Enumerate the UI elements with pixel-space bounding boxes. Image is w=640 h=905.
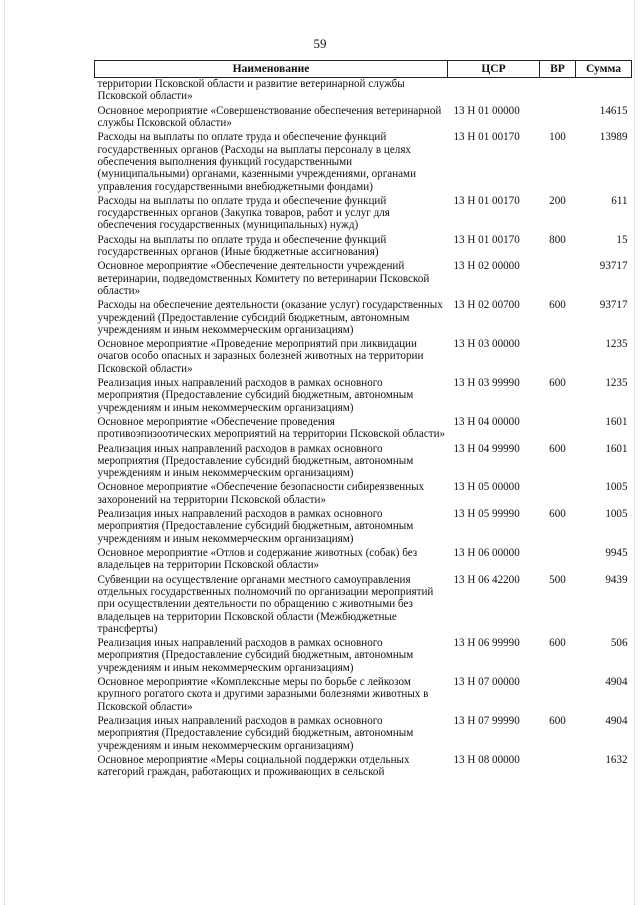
row-csr-cell: 13 Н 08 00000	[453, 753, 520, 766]
row-csr-cell: 13 Н 02 00000	[453, 260, 520, 273]
row-name-cell: Основное мероприятие «Комплексные меры по борьбе с лейкозом крупного рогатого скота и другими заразными болезнями животных в Псковской области»	[97, 676, 429, 713]
table-row	[95, 676, 632, 715]
row-sum-cell	[576, 78, 632, 105]
row-vr-cell: 500	[549, 573, 566, 586]
row-vr-cell	[540, 338, 576, 377]
row-vr-cell: 600	[549, 714, 566, 727]
header-csr: ЦСР	[448, 61, 540, 78]
row-sum-cell: 1632	[605, 753, 628, 766]
row-sum-cell: 93717	[599, 299, 628, 312]
row-name-cell: Основное мероприятие «Обеспечение безопасности сибиреязвенных захоронений на территории Псковской области»	[97, 481, 425, 506]
row-vr-cell: 600	[549, 442, 566, 455]
row-csr-cell: 13 Н 07 99990	[453, 714, 520, 727]
header-vr: ВР	[540, 61, 576, 78]
row-vr-cell: 800	[549, 233, 566, 246]
row-csr-cell: 13 Н 07 00000	[453, 676, 520, 689]
row-csr-cell: 13 Н 03 99990	[453, 377, 520, 390]
row-vr-cell	[540, 547, 576, 574]
table-row	[95, 481, 632, 508]
page-right-edge	[634, 0, 635, 905]
row-name-cell: Расходы на обеспечение деятельности (оказание услуг) государственных учреждений (Предоставление субсидий бюджетным, автономным учреждениям и иным некоммерческим организациям)	[97, 299, 443, 336]
row-sum-cell: 1601	[605, 415, 628, 428]
row-vr-cell	[540, 481, 576, 508]
row-csr-cell: 13 Н 06 42200	[453, 573, 520, 586]
budget-table-container	[94, 60, 631, 780]
table-row	[95, 715, 632, 754]
row-name-cell: Реализация иных направлений расходов в рамках основного мероприятия (Предоставление субсидий бюджетным, автономным учреждениям и иным некоммерческим организациям)	[97, 377, 414, 414]
row-csr-cell: 13 Н 04 99990	[453, 442, 520, 455]
row-csr-cell	[448, 78, 540, 105]
row-vr-cell	[540, 78, 576, 105]
row-csr-cell: 13 Н 05 99990	[453, 508, 520, 521]
row-name-cell: Субвенции на осуществление органами местного самоуправления отдельных государственных полномочий по организации мероприятий при осуществлении деятельности по обращению с животными без владельцев на территории Псковской области (Межбюджетные трансферты)	[97, 573, 434, 635]
table-row	[95, 195, 632, 234]
row-sum-cell: 1601	[605, 442, 628, 455]
row-vr-cell: 200	[549, 194, 566, 207]
table-row	[95, 131, 632, 195]
row-sum-cell: 14615	[599, 104, 628, 117]
row-vr-cell: 600	[549, 299, 566, 312]
row-sum-cell: 4904	[605, 676, 628, 689]
table-row	[95, 547, 632, 574]
row-sum-cell: 1005	[605, 508, 628, 521]
header-sum: Сумма	[576, 61, 632, 78]
row-csr-cell: 13 Н 05 00000	[453, 481, 520, 494]
row-name-cell: Основное мероприятие «Обеспечение деятельности учреждений ветеринарии, подведомственных Комитету по ветеринарии Псковской области»	[97, 260, 430, 297]
row-sum-cell: 13989	[599, 131, 628, 144]
row-vr-cell: 600	[549, 508, 566, 521]
row-csr-cell: 13 Н 06 99990	[453, 637, 520, 650]
table-row	[95, 443, 632, 482]
row-sum-cell: 611	[611, 194, 628, 207]
page-left-edge	[4, 0, 5, 905]
row-csr-cell: 13 Н 02 00700	[453, 299, 520, 312]
row-vr-cell: 600	[549, 377, 566, 390]
row-name-cell: Реализация иных направлений расходов в рамках основного мероприятия (Предоставление субсидий бюджетным, автономным учреждениям и иным некоммерческим организациям)	[97, 714, 414, 752]
row-csr-cell: 13 Н 04 00000	[453, 415, 520, 428]
row-csr-cell: 13 Н 01 00170	[453, 131, 520, 144]
row-sum-cell: 1005	[605, 481, 628, 494]
row-sum-cell: 9945	[605, 546, 628, 559]
row-name-cell: Расходы на выплаты по оплате труда и обеспечение функций государственных органов (Закупка товаров, работ и услуг для обеспечения государственных (муниципальных) нужд)	[97, 194, 390, 232]
row-name-cell: Расходы на выплаты по оплате труда и обеспечение функций государственных органов (Иные бюджетные ассигнования)	[97, 233, 387, 259]
table-row	[95, 377, 632, 416]
row-sum-cell: 1235	[605, 338, 628, 351]
budget-table	[94, 60, 632, 780]
row-sum-cell: 15	[616, 233, 628, 246]
row-vr-cell	[540, 105, 576, 132]
row-csr-cell: 13 Н 01 00170	[453, 233, 520, 246]
table-row	[95, 754, 632, 781]
header-name: Наименование	[95, 61, 448, 78]
row-name-cell: Основное мероприятие «Проведение мероприятий при ликвидации очагов особо опасных и заразных болезней животных на территории Псковской области»	[97, 338, 424, 375]
table-row	[95, 338, 632, 377]
row-sum-cell: 9439	[605, 573, 628, 586]
row-name-cell: Реализация иных направлений расходов в рамках основного мероприятия (Предоставление субсидий бюджетным, автономным учреждениям и иным некоммерческим организациям)	[97, 637, 414, 674]
row-name-cell: Расходы на выплаты по оплате труда и обеспечение функций государственных органов (Расходы на выплаты персоналу в целях обеспечения выполнения функций государственными (муниципальными) органами, казенными учреждениями, органами управления государственными внебюджетными фондами)	[97, 131, 417, 193]
row-name-cell: Основное мероприятие «Обеспечение проведения противоэпизоотических мероприятий на территории Псковской области»	[97, 415, 446, 441]
row-sum-cell: 93717	[599, 260, 628, 273]
table-header-row	[95, 61, 632, 78]
table-row	[95, 508, 632, 547]
row-name-cell: Основное мероприятие «Меры социальной поддержки отдельных категорий граждан, работающих и проживающих в сельской	[97, 753, 410, 779]
table-row	[95, 574, 632, 638]
row-name-cell: Реализация иных направлений расходов в рамках основного мероприятия (Предоставление субсидий бюджетным, автономным учреждениям и иным некоммерческим организациям)	[97, 442, 414, 480]
row-sum-cell: 1235	[605, 377, 628, 390]
row-csr-cell: 13 Н 03 00000	[453, 338, 520, 351]
row-csr-cell: 13 Н 06 00000	[453, 546, 520, 559]
row-name-cell: Основное мероприятие «Совершенствование обеспечения ветеринарной службы Псковской области»	[97, 104, 442, 129]
table-row	[95, 78, 632, 105]
row-csr-cell: 13 Н 01 00170	[453, 194, 520, 207]
row-sum-cell: 506	[610, 637, 628, 650]
row-sum-cell: 4904	[605, 714, 628, 727]
row-vr-cell: 600	[549, 637, 566, 650]
table-row	[95, 416, 632, 443]
table-row	[95, 105, 632, 132]
table-row	[95, 299, 632, 338]
table-body	[95, 78, 632, 781]
row-vr-cell	[540, 260, 576, 299]
row-vr-cell: 100	[549, 131, 566, 144]
table-row	[95, 234, 632, 261]
table-row	[95, 260, 632, 299]
row-name-cell: Основное мероприятие «Отлов и содержание животных (собак) без владельцев на территории Псковской области»	[97, 546, 418, 572]
row-name-cell: территории Псковской области и развитие ветеринарной службы Псковской области»	[97, 78, 405, 103]
row-csr-cell: 13 Н 01 00000	[453, 104, 520, 117]
row-vr-cell	[540, 754, 576, 781]
row-name-cell: Реализация иных направлений расходов в рамках основного мероприятия (Предоставление субсидий бюджетным, автономным учреждениям и иным некоммерческим организациям)	[97, 508, 414, 545]
row-vr-cell	[540, 416, 576, 443]
table-row	[95, 637, 632, 676]
row-vr-cell	[540, 676, 576, 715]
page-number: 59	[313, 36, 327, 51]
